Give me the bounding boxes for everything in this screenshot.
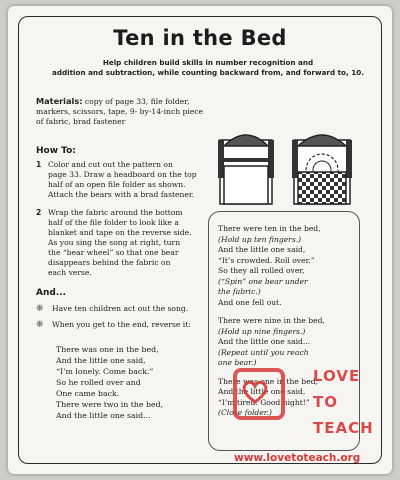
materials-text: markers, scissors, tape, 9- by-14-inch piece [36,107,204,116]
step-text: Attach the bears with a brad fastener. [48,190,195,199]
step-text: As you sing the song at right, turn [48,238,181,247]
watermark-text: LOVE [313,367,361,385]
subtitle [38,58,378,78]
bullet-star-icon: ❋ [36,304,44,314]
song-line: And the little one said, [218,245,306,254]
song-direction: (Hold up nine fingers.) [218,326,306,336]
song-line: And the little one said... [56,411,151,420]
song-direction: (Repeat until you reach [218,347,309,357]
step-text: half of the file folder to look like a [48,218,179,227]
bullet-star-icon: ❋ [36,320,44,330]
checkered-folder-icon [292,135,352,204]
song-direction: the fabric.) [218,287,261,296]
song-line: There were two in the bed, [56,400,164,409]
bullet-text: Have ten children act out the song. [52,304,189,313]
materials-section [36,96,204,127]
song-line: “I’m tired. Good night!” [218,397,310,407]
step-text: disappears behind the fabric on [48,258,171,267]
song-line: So he rolled over and [56,378,141,387]
materials-text: copy of page 33, file folder, [82,97,190,106]
song-line: And the little one said, [218,387,306,396]
song-line: One came back. [56,389,120,398]
step-text: Wrap the fabric around the bottom [48,208,183,217]
song-direction: (Hold up ten fingers.) [218,234,302,244]
step-text: the “bear wheel” so that one bear [48,248,179,257]
step-text: each verse. [48,268,92,277]
subtitle-line: Help children build skills in number recognition and [102,58,314,67]
watermark-text: TO [313,393,338,411]
subtitle-line: addition and subtraction, while counting backward from, and forward to, 10. [52,68,364,77]
step-text: page 33. Draw a headboard on the top [48,170,197,179]
song-line: “I’m lonely. Come back.” [56,367,154,376]
song-line: And one fell out. [218,297,282,307]
folder-bed-illustration [214,118,364,208]
reverse-song-verse [56,344,206,421]
song-line: So they all rolled over, [218,266,305,275]
song-line: There was one in the bed, [56,345,159,354]
song-line: And the little one said, [56,356,146,365]
heart-icon [240,376,270,406]
and-heading: And... [36,288,67,298]
song-line: There were nine in the bed, [218,316,325,325]
materials-label: Materials: [36,96,83,106]
watermark-text: TEACH [313,419,374,437]
plain-folder-icon [218,135,274,204]
bullet-text: When you get to the end, reverse it: [52,320,191,329]
song-direction: (Close folder.) [218,408,272,417]
song-direction: (“Spin” one bear under [218,276,308,286]
watermark-url[interactable]: www.lovetoteach.org [234,452,361,464]
page-title: Ten in the Bed [113,26,287,50]
materials-text: of fabric, brad fastener [36,117,126,126]
song-line: And the little one said... [218,337,311,346]
step-text: blanket and tape on the reverse side. [48,228,192,237]
song-line: “It’s crowded. Roll over.” [218,255,315,265]
song-line: There was one in the bed, [218,376,318,386]
song-direction: one bear.) [218,358,257,367]
how-to-heading: How To: [36,146,76,156]
step-number: 2 [36,208,42,217]
step-text: half of an open file folder as shown. [48,180,186,189]
step-text: Color and cut out the pattern on [48,160,173,169]
step-number: 1 [36,160,42,169]
song-line: There were ten in the bed, [218,224,321,233]
